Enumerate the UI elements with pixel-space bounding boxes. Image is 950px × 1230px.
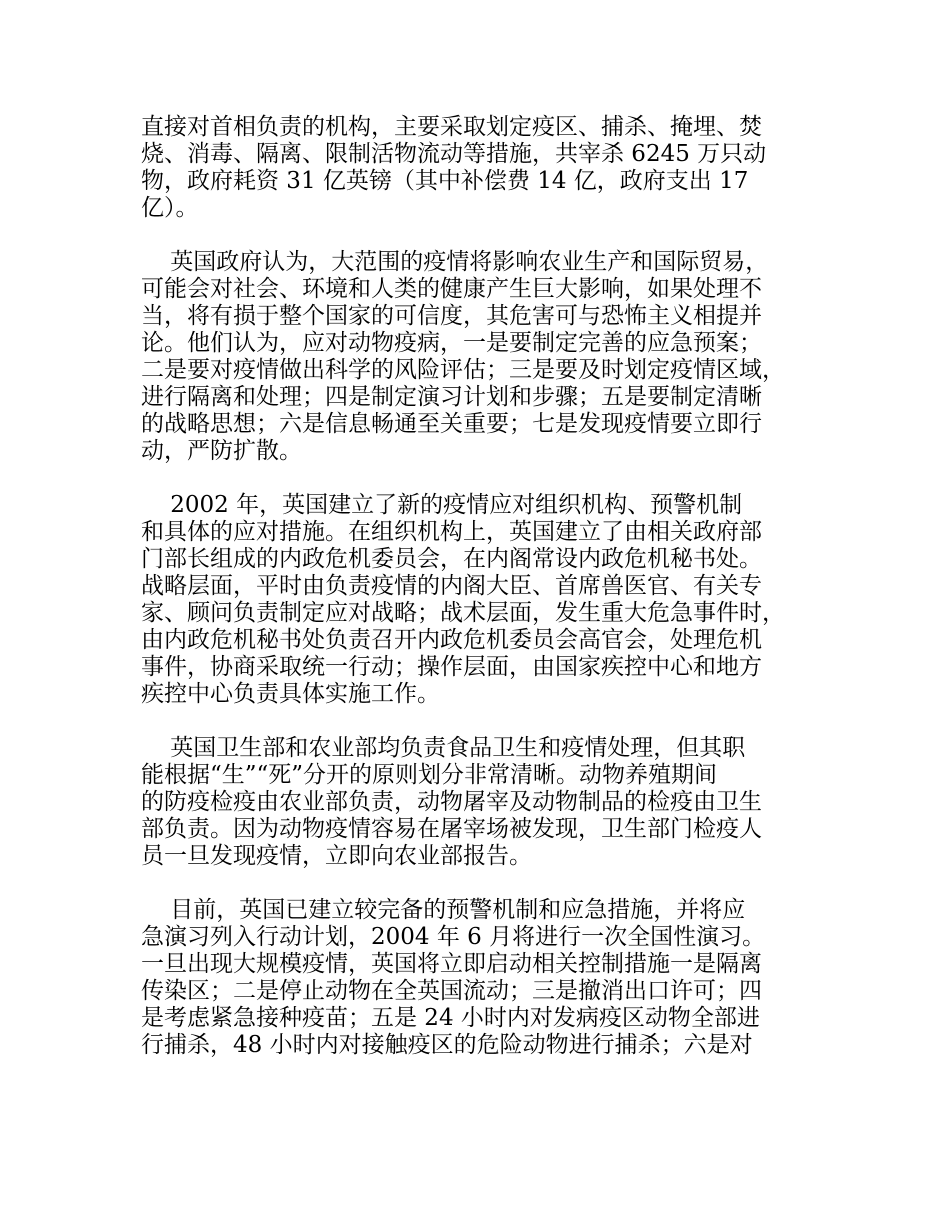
text-line: 的战略思想；六是信息畅通至关重要；七是发现疫情要立即行 (141, 411, 762, 437)
text-line: 家、顾问负责制定应对战略；战术层面，发生重大危急事件时， (141, 600, 785, 626)
text-line: 是考虑紧急接种疫苗；五是 24 小时内对发病疫区动物全部进 (141, 1005, 760, 1031)
text-line: 英国卫生部和农业部均负责食品卫生和疫情处理，但其职 (141, 735, 746, 761)
paragraph-2 (141, 249, 831, 465)
text-line: 可能会对社会、环境和人类的健康产生巨大影响，如果处理不 (141, 276, 762, 302)
text-line: 的防疫检疫由农业部负责，动物屠宰及动物制品的检疫由卫生 (141, 789, 762, 815)
text-line: 动，严防扩散。 (141, 438, 302, 464)
text-line: 传染区；二是停止动物在全英国流动；三是撤消出口许可；四 (141, 978, 762, 1004)
text-line: 急演习列入行动计划，2004 年 6 月将进行一次全国性演习。 (141, 924, 766, 950)
text-line: 部负责。因为动物疫情容易在屠宰场被发现，卫生部门检疫人 (141, 816, 762, 842)
text-line: 当，将有损于整个国家的可信度，其危害可与恐怖主义相提并 (141, 303, 762, 329)
text-line: 疾控中心负责具体实施工作。 (141, 681, 440, 707)
document-body (141, 114, 831, 1059)
text-line: 战略层面，平时由负责疫情的内阁大臣、首席兽医官、有关专 (141, 573, 762, 599)
paragraph-1 (141, 114, 831, 222)
text-line: 2002 年，英国建立了新的疫情应对组织机构、预警机制 (141, 492, 743, 518)
text-line: 事件，协商采取统一行动；操作层面，由国家疾控中心和地方 (141, 654, 762, 680)
text-line: 和具体的应对措施。在组织机构上，英国建立了由相关政府部 (141, 519, 762, 545)
text-line: 亿）。 (141, 195, 199, 221)
text-line: 由内政危机秘书处负责召开内政危机委员会高官会，处理危机 (141, 627, 762, 653)
text-line: 进行隔离和处理；四是制定演习计划和步骤；五是要制定清晰 (141, 384, 762, 410)
text-line: 能根据“生”“死”分开的原则划分非常清晰。动物养殖期间 (141, 762, 718, 788)
paragraph-3 (141, 492, 831, 708)
text-line: 目前，英国已建立较完备的预警机制和应急措施，并将应 (141, 897, 746, 923)
text-line: 物，政府耗资 31 亿英镑（其中补偿费 14 亿，政府支出 17 (141, 168, 749, 194)
text-line: 行捕杀，48 小时内对接触疫区的危险动物进行捕杀；六是对 (141, 1032, 753, 1058)
text-line: 员一旦发现疫情，立即向农业部报告。 (141, 843, 532, 869)
text-line: 一旦出现大规模疫情，英国将立即启动相关控制措施一是隔离 (141, 951, 762, 977)
text-line: 二是要对疫情做出科学的风险评估；三是要及时划定疫情区域， (141, 357, 785, 383)
paragraph-4 (141, 735, 831, 870)
paragraph-5 (141, 897, 831, 1059)
text-line: 烧、消毒、隔离、限制活物流动等措施，共宰杀 6245 万只动 (141, 141, 767, 167)
text-line: 英国政府认为，大范围的疫情将影响农业生产和国际贸易， (141, 249, 769, 275)
text-line: 论。他们认为，应对动物疫病，一是要制定完善的应急预案； (141, 330, 762, 356)
text-line: 直接对首相负责的机构，主要采取划定疫区、捕杀、掩埋、焚 (141, 114, 762, 140)
text-line: 门部长组成的内政危机委员会，在内阁常设内政危机秘书处。 (141, 546, 762, 572)
